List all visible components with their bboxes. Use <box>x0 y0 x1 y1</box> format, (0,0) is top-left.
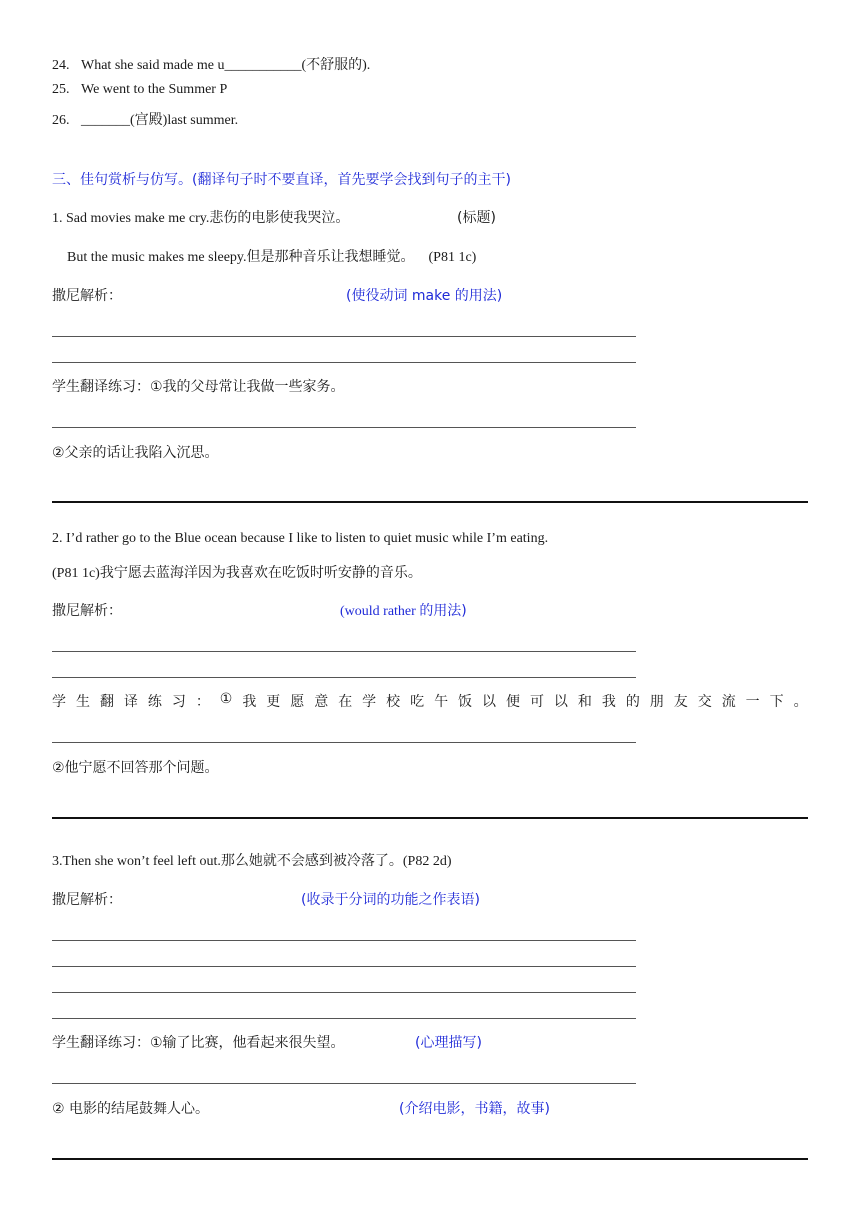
item2-ref: (P81 1c) <box>52 566 100 581</box>
section-divider <box>52 817 808 819</box>
item3-sentence <box>52 850 452 870</box>
blank-item-24 <box>52 54 370 74</box>
answer-line <box>52 940 636 941</box>
item1-english2: But the music makes me sleepy. <box>67 250 247 265</box>
practice-char: 学 <box>52 694 66 710</box>
answer-line <box>52 362 636 363</box>
practice-char: 下 <box>769 694 784 710</box>
practice-char: 友 <box>673 694 688 710</box>
item2-note-zh: 的用法) <box>419 603 467 619</box>
practice-char: 午 <box>434 694 449 710</box>
item3-practice-note: (心理描写) <box>415 1035 482 1051</box>
practice-char: 朋 <box>649 694 664 710</box>
practice-char: 习 <box>171 694 186 710</box>
item-number: 26. <box>52 113 70 128</box>
practice-char: ： <box>195 694 210 710</box>
item3-practice2: ② 电影的结尾鼓舞人心。 <box>52 1101 210 1117</box>
item1-english: 1. Sad movies make me cry. <box>52 211 210 226</box>
item3-ref: (P82 2d) <box>402 854 452 869</box>
item1-chinese: 悲伤的电影使我哭泣。 <box>209 210 350 226</box>
item-text: _______(宫殿)last summer. <box>81 113 239 128</box>
practice-char: 我 <box>242 694 257 710</box>
item2-practice <box>52 691 808 711</box>
practice-char: 。 <box>793 694 808 710</box>
practice-char: 我 <box>601 694 616 710</box>
practice-char: 饭 <box>458 694 473 710</box>
item2-analysis-note <box>340 600 467 620</box>
answer-line <box>52 677 636 678</box>
practice-char: 的 <box>625 694 640 710</box>
practice-char: 以 <box>482 694 496 710</box>
practice-char: 以 <box>553 694 568 710</box>
item1-analysis-note: (使役动词 make 的用法) <box>346 288 503 304</box>
item3-analysis-label: 撒尼解析： <box>52 892 122 908</box>
item2-chinese: 我宁愿去蓝海洋因为我喜欢在吃饭时听安静的音乐。 <box>99 565 422 581</box>
practice-char: 译 <box>123 694 138 710</box>
practice-char: 便 <box>505 694 520 710</box>
practice-char: 生 <box>75 694 90 710</box>
item2-practice2: ②他宁愿不回答那个问题。 <box>52 760 219 776</box>
answer-line <box>52 966 636 967</box>
item1-ref: (P81 1c) <box>428 250 477 265</box>
answer-line <box>52 1083 636 1084</box>
item1-tag: (标题) <box>457 210 496 226</box>
practice-char: 翻 <box>99 694 114 710</box>
practice-char: 愿 <box>290 694 305 710</box>
section-divider <box>52 501 808 503</box>
item1-practice: 学生翻译练习：①我的父母常让我做一些家务。 <box>52 379 345 395</box>
item2-sentence2 <box>52 562 422 582</box>
practice-char: 吃 <box>410 694 425 710</box>
practice-char: 意 <box>314 694 329 710</box>
answer-line <box>52 336 636 337</box>
item-number: 24. <box>52 58 70 73</box>
practice-char: 流 <box>721 694 736 710</box>
item3-english: 3.Then she won’t feel left out. <box>52 854 221 869</box>
item2-note-en: (would rather <box>340 604 420 619</box>
practice-char: 在 <box>338 694 353 710</box>
answer-line <box>52 1018 636 1019</box>
practice-char: 交 <box>697 694 712 710</box>
item3-chinese: 那么她就不会感到被冷落了。 <box>220 853 403 869</box>
item-text: What she said made me u___________(不舒服的). <box>81 58 371 73</box>
practice-char: 一 <box>745 694 760 710</box>
answer-line <box>52 651 636 652</box>
practice-char: 和 <box>577 694 592 710</box>
item-text: We went to the Summer P <box>81 82 228 97</box>
item1-practice2: ②父亲的话让我陷入沉思。 <box>52 445 219 461</box>
item2-analysis-label: 撒尼解析： <box>52 603 122 619</box>
item3-analysis-note: (收录于分词的功能之作表语) <box>301 892 480 908</box>
item3-practice: 学生翻译练习：①输了比赛，他看起来很失望。 <box>52 1035 345 1051</box>
item1-sentence2 <box>67 246 476 266</box>
answer-line <box>52 992 636 993</box>
answer-line <box>52 427 636 428</box>
item2-sentence: 2. I’d rather go to the Blue ocean because I like to listen to quiet music while I’m eating. <box>52 531 549 546</box>
practice-char: 更 <box>266 694 281 710</box>
practice-char: 可 <box>529 694 544 710</box>
answer-line <box>52 742 636 743</box>
practice-char: 学 <box>362 694 377 710</box>
item1-chinese2: 但是那种音乐让我想睡觉。 <box>246 249 415 265</box>
blank-item-25 <box>52 82 227 98</box>
practice-char: 练 <box>147 694 162 710</box>
section-divider <box>52 1158 808 1160</box>
item3-practice2-note: (介绍电影，书籍，故事) <box>399 1101 550 1117</box>
section-heading: 三、佳句赏析与仿写。(翻译句子时不要直译，首先要学会找到句子的主干) <box>52 172 511 188</box>
item1-sentence <box>52 207 349 227</box>
item1-analysis-label: 撒尼解析： <box>52 288 122 304</box>
practice-char: 校 <box>386 694 401 710</box>
item-number: 25. <box>52 82 70 97</box>
blank-item-26 <box>52 109 238 129</box>
practice-char: ① <box>219 691 233 707</box>
